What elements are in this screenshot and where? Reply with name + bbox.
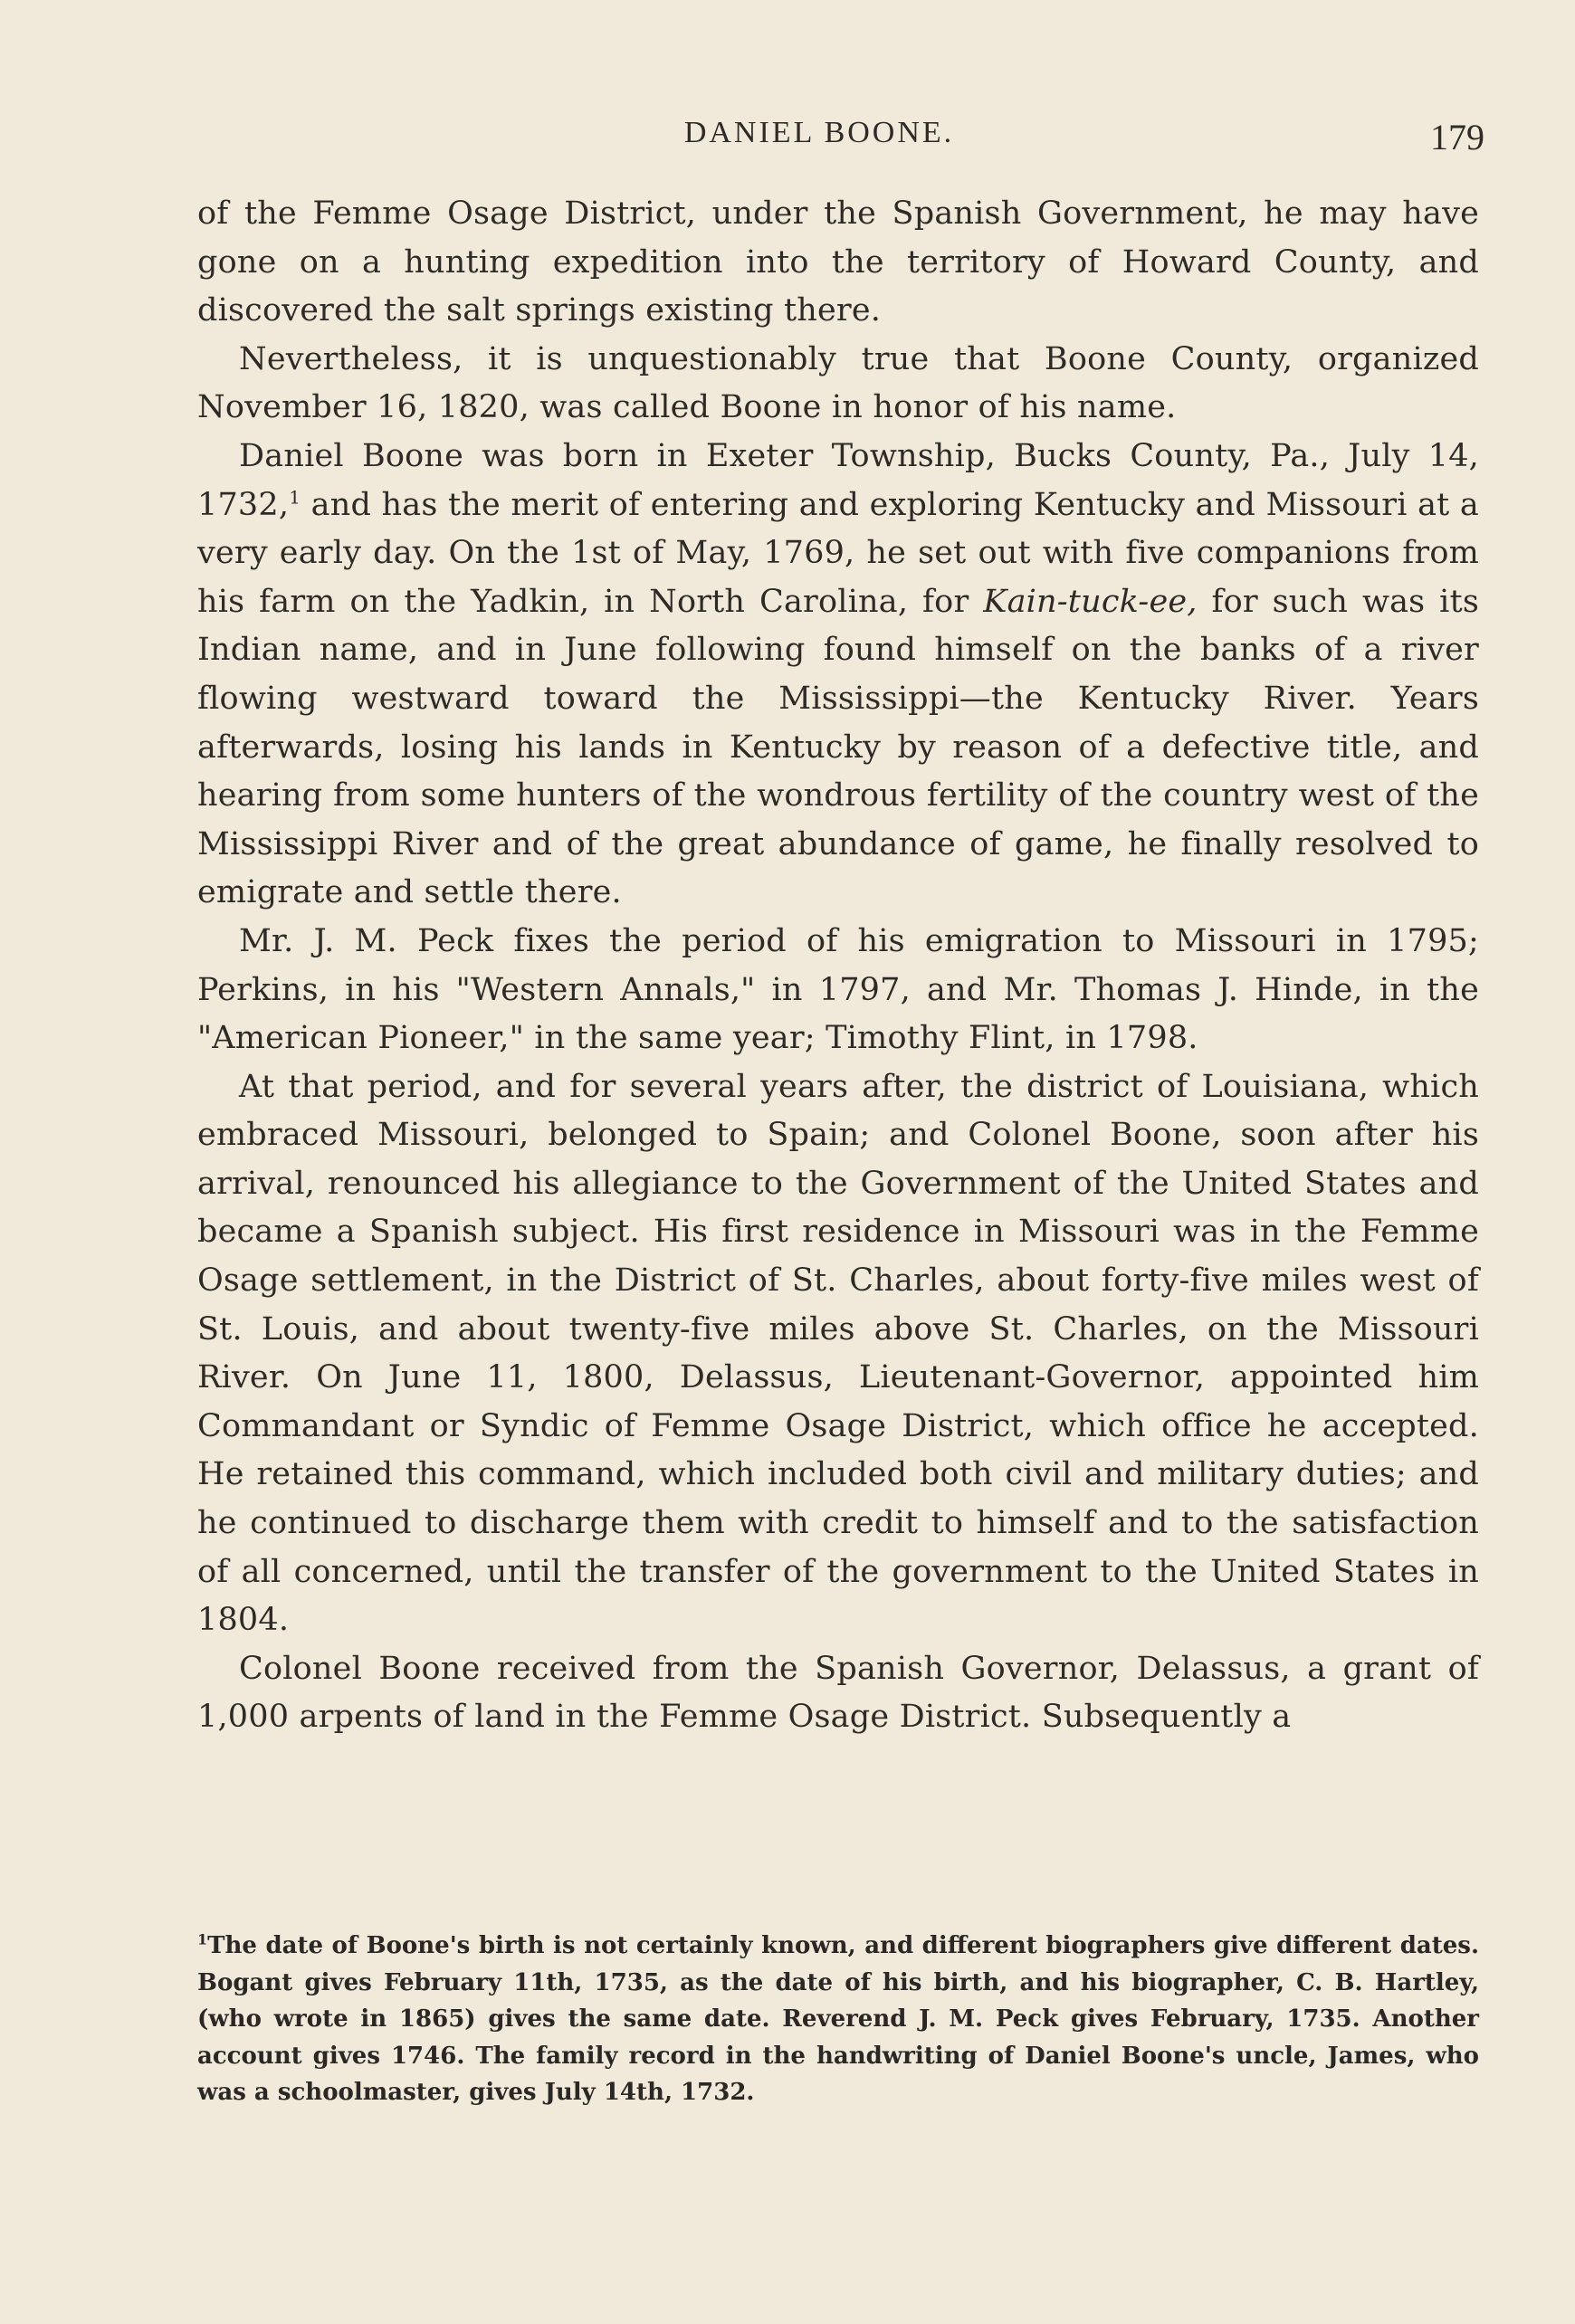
paragraph-3-text-a: Daniel Boone was born in Exeter Township, Bucks County, Pa., July 14, 1732, [197,437,1479,523]
footnote-reference: 1 [289,485,301,508]
footnote-text: The date of Boone's birth is not certainly known, and different biographers give different dates. Bogant gives February 11th, 1735, as the date of his birth, and his biographer, C. B. Hartley, (who wrote in 1865) gives the same date. Reverend J. M. Peck gives February, 1735. Another account gives 1746. The family record in the handwriting of Daniel Boone's uncle, James, who was a schoolmaster, gives July 14th, 1732. [197,1932,1479,2106]
indian-name-italic: Kain-tuck-ee, [983,583,1198,620]
footnote [197,1928,1479,2111]
body-text [197,190,1479,1742]
paragraph-2: Nevertheless, it is unquestionably true that Boone County, organized November 16, 1820, was called Boone in honor of his name. [197,340,1479,426]
running-title: DANIEL BOONE. [683,116,955,149]
paragraph-3-text-c: for such was its Indian name, and in June following found himself on the banks of a river flowing westward toward the Mississippi—the Kentucky River. Years afterwards, losing his lands in Kentucky by reason of a defective title, and hearing from some hunters of the wondrous fertility of the country west of the Mississippi River and of the great abundance of game, he finally resolved to emigrate and settle there. [197,583,1479,911]
page-number: 179 [1430,117,1484,157]
running-head [0,116,1575,161]
footnote-marker: 1 [197,1930,208,1948]
paragraph-4: Mr. J. M. Peck fixes the period of his emigration to Missouri in 1795; Perkins, in his "Western Annals," in 1797, and Mr. Thomas J. Hinde, in the "American Pioneer," in the same year; Timothy Flint, in 1798. [197,922,1479,1057]
paragraph-3-text-b: and has the merit of entering and exploring Kentucky and Missouri at a very early day. On the 1st of May, 1769, he set out with five companions from his farm on the Yadkin, in North Carolina, for [197,486,1479,620]
paragraph-6: Colonel Boone received from the Spanish Governor, Delassus, a grant of 1,000 arpents of land in the Femme Osage District. Subsequently a [197,1650,1479,1736]
paragraph-5: At that period, and for several years after, the district of Louisiana, which embraced Missouri, belonged to Spain; and Colonel Boone, soon after his arrival, renounced his allegiance to the Government of the United States and became a Spanish subject. His first residence in Missouri was in the Femme Osage settlement, in the District of St. Charles, about forty-five miles west of St. Louis, and about twenty-five miles above St. Charles, on the Missouri River. On June 11, 1800, Delassus, Lieutenant-Governor, appointed him Commandant or Syndic of Femme Osage District, which office he accepted. He retained this command, which included both civil and military duties; and he continued to discharge them with credit to himself and to the satisfaction of all concerned, until the transfer of the government to the United States in 1804. [197,1068,1479,1639]
paragraph-1: of the Femme Osage District, under the Spanish Government, he may have gone on a hunting expedition into the territory of Howard County, and discovered the salt springs existing there. [197,195,1479,329]
paragraph-3 [197,433,1479,918]
